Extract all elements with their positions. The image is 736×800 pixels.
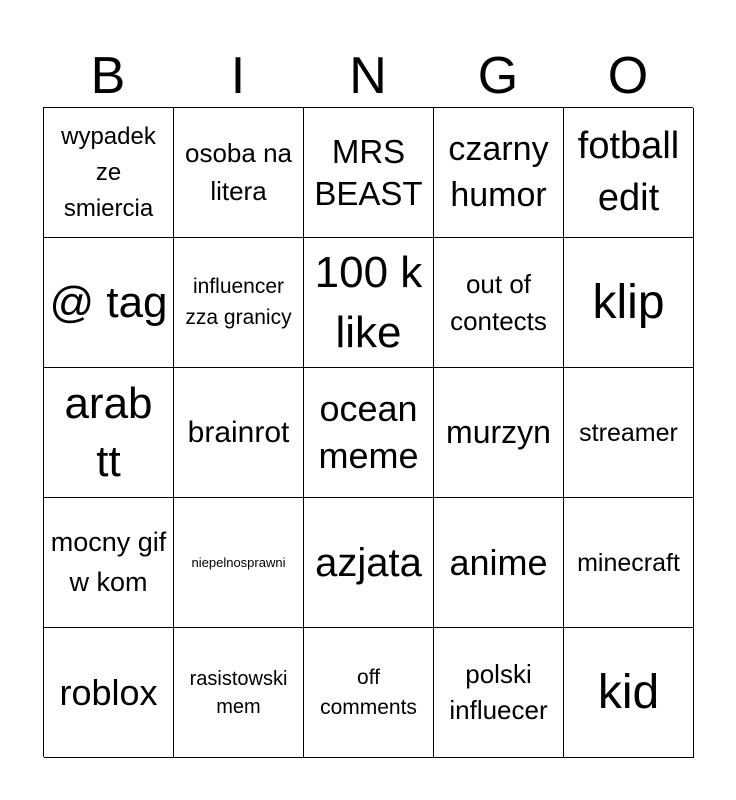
bingo-cell[interactable]: [564, 498, 694, 628]
cell-text: MRS BEAST: [314, 133, 423, 212]
header-letter-o: O: [607, 47, 649, 105]
bingo-board: [43, 107, 693, 757]
header-letter-i: I: [230, 47, 246, 105]
header-letter-b: B: [90, 47, 126, 105]
bingo-cell[interactable]: [174, 108, 304, 238]
bingo-cell[interactable]: [44, 628, 174, 758]
cell-text: polski influecer: [449, 659, 548, 725]
bingo-cell[interactable]: [564, 238, 694, 368]
cell-text: ocean meme: [318, 387, 419, 476]
bingo-cell[interactable]: [174, 368, 304, 498]
bingo-cell[interactable]: [174, 498, 304, 628]
bingo-cell[interactable]: [434, 498, 564, 628]
cell-text: murzyn: [446, 414, 551, 451]
cell-text: rasistowski mem: [189, 667, 288, 718]
bingo-cell[interactable]: [304, 628, 434, 758]
bingo-cell[interactable]: [434, 108, 564, 238]
bingo-cell[interactable]: [44, 238, 174, 368]
bingo-cell[interactable]: [304, 368, 434, 498]
cell-text: klip: [592, 275, 665, 329]
cell-text: influencer zza granicy: [185, 275, 292, 329]
bingo-cell[interactable]: [44, 108, 174, 238]
cell-text: anime: [449, 541, 548, 583]
cell-text: roblox: [59, 671, 158, 713]
bingo-cell[interactable]: [434, 368, 564, 498]
cell-text: fotball edit: [577, 125, 680, 219]
bingo-cell[interactable]: [434, 238, 564, 368]
bingo-cell[interactable]: [564, 628, 694, 758]
header-letter-g: G: [477, 47, 519, 105]
cell-text: out of contects: [450, 269, 547, 336]
cell-text: arab tt: [64, 379, 153, 486]
cell-text: brainrot: [187, 415, 290, 449]
cell-text: osoba na litera: [185, 137, 292, 206]
cell-text: 100 k like: [314, 248, 423, 357]
cell-text: mocny gif w kom: [50, 527, 167, 597]
bingo-cell[interactable]: [44, 498, 174, 628]
cell-text: niepelnosprawni: [191, 554, 286, 570]
bingo-header: [43, 44, 693, 108]
cell-text: streamer: [579, 418, 678, 447]
bingo-cell[interactable]: [174, 628, 304, 758]
cell-text: czarny humor: [448, 129, 549, 214]
header-letter-n: N: [349, 47, 387, 105]
cell-text: wypadek ze smiercia: [61, 122, 156, 222]
cell-text: minecraft: [577, 548, 680, 577]
bingo-cell[interactable]: [174, 238, 304, 368]
cell-text: azjata: [315, 540, 422, 585]
bingo-cell[interactable]: [564, 108, 694, 238]
bingo-cell[interactable]: [434, 628, 564, 758]
cell-text: kid: [597, 665, 660, 719]
bingo-cell[interactable]: [304, 238, 434, 368]
cell-text: @ tag: [49, 277, 168, 327]
bingo-cell[interactable]: [304, 498, 434, 628]
bingo-cell[interactable]: [564, 368, 694, 498]
cell-text: off comments: [320, 666, 417, 719]
bingo-cell[interactable]: [44, 368, 174, 498]
bingo-cell[interactable]: [304, 108, 434, 238]
